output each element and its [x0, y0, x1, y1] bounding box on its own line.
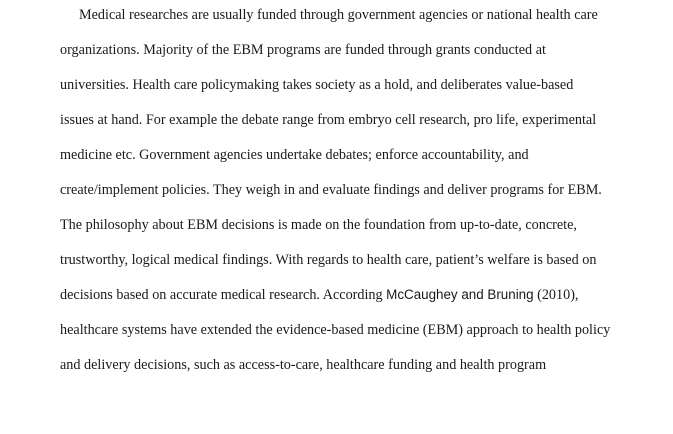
text-line-10: healthcare systems have extended the evidence-based medicine (EBM) approach to health policy: [60, 322, 611, 338]
text-line-6: create/implement policies. They weigh in and evaluate findings and deliver programs for EBM.: [60, 182, 602, 198]
text-line-1: Medical researches are usually funded through government agencies or national health care: [79, 7, 598, 23]
text-line-8: trustworthy, logical medical findings. With regards to health care, patient’s welfare is based on: [60, 252, 597, 268]
text-line-9-after: (2010),: [533, 287, 579, 303]
text-line-11: and delivery decisions, such as access-to-care, healthcare funding and health program: [60, 357, 547, 373]
text-line-9-before: decisions based on accurate medical research. According: [60, 287, 387, 303]
text-line-5: medicine etc. Government agencies undertake debates; enforce accountability, and: [60, 147, 529, 163]
text-line-9: [60, 286, 578, 304]
text-line-3: universities. Health care policymaking takes society as a hold, and deliberates value-based: [60, 77, 574, 93]
text-line-7: The philosophy about EBM decisions is made on the foundation from up-to-date, concrete,: [60, 217, 577, 233]
text-line-4: issues at hand. For example the debate range from embryo cell research, pro life, experimental: [60, 112, 597, 128]
citation-authors: McCaughey and Bruning: [386, 287, 534, 302]
text-line-2: organizations. Majority of the EBM programs are funded through grants conducted at: [60, 42, 546, 58]
